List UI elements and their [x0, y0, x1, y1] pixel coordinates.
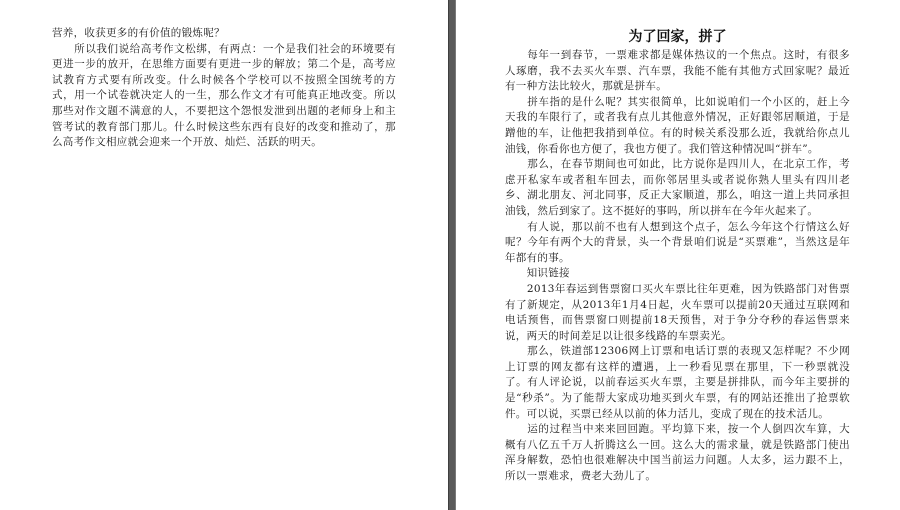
knowledge-link-heading: 知识链接 — [505, 267, 570, 280]
left-page — [0, 0, 448, 510]
right-paragraph-7: 那么，铁道部12306网上订票和电话订票的表现又怎样呢？不少网上订票的网友都有这样的遭遇，上一秒看见票在那里，下一秒票就没了。有人评论说，以前春运买火车票，主要是拼排队，而今年主要拼的是“秒杀”。为了能帮大家成功地买到火车票，有的网站还推出了抢票软件。可以说，买票已经从以前的体力活儿，变成了现在的技术活儿。 — [505, 345, 850, 420]
right-paragraph-4: 有人说，那以前不也有人想到这个点子，怎么今年这个行情这么好呢？今年有两个大的背景，头一个背景咱们说是“买票难”，当然这是年年都有的事。 — [505, 220, 850, 264]
left-paragraph-2: 所以我们说给高考作文松绑，有两点：一个是我们社会的环境要有更进一步的放开，在思维方面要有更进一步的解放；第二个是，高考应试教育方式要有所改变。什么时候各个学校可以不按照全国统考的方式，用一个试卷就决定人的一生，那么作文才有可能真正地改变。所以那些对作文题不满意的人，不要把这个怨恨发泄到出题的老师身上和主管考试的教育部门那儿。什么时候这些东西有良好的改变和推动了，那么高考作文相应就会迎来一个开放、灿烂、活跃的明天。 — [52, 42, 396, 149]
right-paragraph-1: 每年一到春节，一票难求都是媒体热议的一个焦点。这时，有很多人琢磨，我不去买火车票、汽车票，我能不能有其他方式回家呢？最近有一种方法比较火，那就是拼车。 — [505, 49, 850, 93]
page-divider — [448, 0, 456, 510]
article-title: 为了回家，拼了 — [628, 29, 727, 45]
right-paragraph-8: 运的过程当中来来回回跑。平均算下来，按一个人倒四次车算，大概有八亿五千万人折腾这么一回。这么大的需求量，就是铁路部门使出浑身解数，恐怕也很难解决中国当前运力问题。人太多，运力跟不上，所以一票难求，费老大劲儿了。 — [505, 423, 850, 483]
right-page — [456, 0, 900, 510]
left-paragraph-1: 营养，收获更多的有价值的锻炼呢？ — [52, 27, 225, 39]
right-paragraph-6: 2013年春运到售票窗口买火车票比往年更难，因为铁路部门对售票有了新规定，从2013年1月4日起，火车票可以提前20天通过互联网和电话预售，而售票窗口则提前18天预售，对于争分夺秒的春运售票来说，两天的时间差足以让很多线路的车票卖光。 — [505, 282, 850, 342]
right-paragraph-3: 那么，在春节期间也可如此，比方说你是四川人，在北京工作，考虑开私家车或者租车回去，而你邻居里头或者说你熟人里头有四川老乡、湖北朋友、河北同事，反正大家顺道，那么，咱这一道上共同承担油钱，然后到家了。这不挺好的事吗，所以拼车在今年火起来了。 — [505, 158, 850, 217]
right-paragraph-2: 拼车指的是什么呢？其实很简单，比如说咱们一个小区的，赶上今天我的车限行了，或者我有点儿其他意外情况，正好跟邻居顺道，于是蹭他的车，让他把我捎到单位。有的时候关系没那么近，我就给你点儿油钱，你看你也方便了，我也方便了。我们管这种情况叫“拼车”。 — [505, 95, 850, 155]
